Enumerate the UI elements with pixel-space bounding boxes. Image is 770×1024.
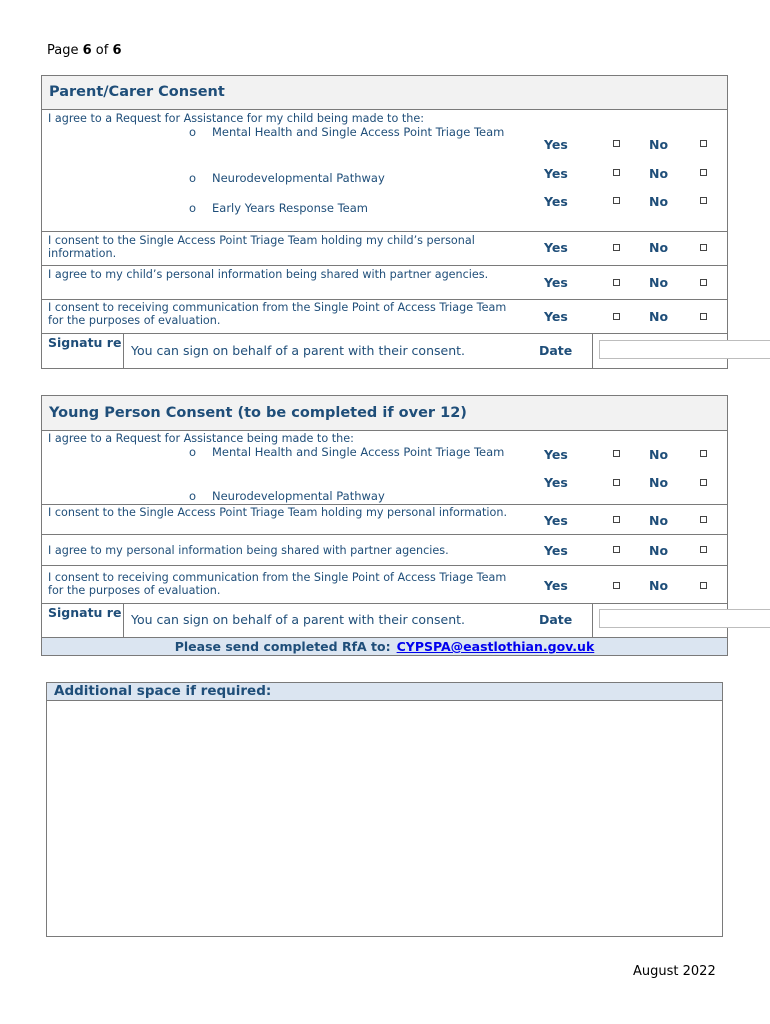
send-instructions bbox=[41, 637, 728, 656]
parent-consent-section bbox=[41, 75, 728, 369]
parent-consent-3-yes-label: Yes bbox=[544, 309, 568, 324]
young-consent-text-1: I consent to the Single Access Point Triage Team holding my personal information. bbox=[48, 506, 508, 519]
parent-consent-text-3: I consent to receiving communication from the Single Point of Access Triage Team for the purposes of evaluation. bbox=[48, 301, 507, 327]
young-service-1-no-label: No bbox=[649, 447, 669, 462]
young-service-1-yes-checkbox[interactable] bbox=[613, 450, 620, 457]
young-date-divider bbox=[592, 604, 593, 637]
young-consent-2-yes-checkbox[interactable] bbox=[613, 546, 620, 553]
young-consent-1-yes-label: Yes bbox=[544, 513, 568, 528]
parent-consent-3-yes-checkbox[interactable] bbox=[613, 313, 620, 320]
young-consent-3-yes-label: Yes bbox=[544, 578, 568, 593]
parent-date-label: Date bbox=[539, 343, 573, 358]
young-consent-text-3: I consent to receiving communication from the Single Point of Access Triage Team for the purposes of evaluation. bbox=[48, 571, 507, 597]
parent-signature-row bbox=[42, 334, 727, 368]
young-consent-row-2 bbox=[42, 535, 727, 566]
additional-space-title: Additional space if required: bbox=[47, 683, 722, 701]
parent-service-3-no-checkbox[interactable] bbox=[700, 197, 707, 204]
parent-consent-row-1 bbox=[42, 232, 727, 266]
young-consent-1-no-checkbox[interactable] bbox=[700, 516, 707, 523]
young-service-2-yes-label: Yes bbox=[544, 475, 568, 490]
parent-consent-title: Parent/Carer Consent bbox=[42, 76, 727, 110]
parent-consent-row-3 bbox=[42, 300, 727, 334]
young-intro: I agree to a Request for Assistance being made to the: bbox=[48, 432, 354, 445]
parent-service-1-yes-label: Yes bbox=[544, 137, 568, 152]
young-consent-1-yes-checkbox[interactable] bbox=[613, 516, 620, 523]
young-person-consent-section bbox=[41, 395, 728, 638]
parent-service-1-no-checkbox[interactable] bbox=[700, 140, 707, 147]
parent-consent-1-yes-label: Yes bbox=[544, 240, 568, 255]
young-consent-2-yes-label: Yes bbox=[544, 543, 568, 558]
parent-date-divider bbox=[592, 334, 593, 368]
parent-signature-label: Signatu re bbox=[42, 334, 124, 368]
parent-consent-1-no-checkbox[interactable] bbox=[700, 244, 707, 251]
parent-service-2-no-label: No bbox=[649, 166, 669, 181]
young-consent-1-no-label: No bbox=[649, 513, 669, 528]
parent-service-2-yes-checkbox[interactable] bbox=[613, 169, 620, 176]
parent-consent-2-yes-checkbox[interactable] bbox=[613, 279, 620, 286]
parent-service-3-yes-checkbox[interactable] bbox=[613, 197, 620, 204]
young-service-2-no-label: No bbox=[649, 475, 669, 490]
parent-intro: I agree to a Request for Assistance for my child being made to the: bbox=[48, 112, 424, 125]
young-signature-row bbox=[42, 604, 727, 637]
parent-date-field[interactable] bbox=[599, 340, 770, 359]
parent-consent-3-no-label: No bbox=[649, 309, 669, 324]
parent-service-2-yes-label: Yes bbox=[544, 166, 568, 181]
parent-consent-text-2: I agree to my child’s personal information being shared with partner agencies. bbox=[48, 268, 489, 281]
parent-consent-2-no-label: No bbox=[649, 275, 669, 290]
young-date-field[interactable] bbox=[599, 609, 770, 628]
young-person-consent-title: Young Person Consent (to be completed if over 12) bbox=[42, 396, 727, 431]
young-consent-3-no-label: No bbox=[649, 578, 669, 593]
parent-consent-3-no-checkbox[interactable] bbox=[700, 313, 707, 320]
young-consent-2-no-checkbox[interactable] bbox=[700, 546, 707, 553]
footer-date: August 2022 bbox=[633, 964, 716, 979]
young-service-2-yes-checkbox[interactable] bbox=[613, 479, 620, 486]
parent-service-1-yes-checkbox[interactable] bbox=[613, 140, 620, 147]
young-consent-row-3 bbox=[42, 566, 727, 604]
parent-service-1-no-label: No bbox=[649, 137, 669, 152]
young-services-row: I agree to a Request for Assistance being made to the: o Mental Health and Single Access Point Triage Team Yes No o Neurodevelopmental Pathway Yes No bbox=[42, 431, 727, 505]
parent-consent-2-yes-label: Yes bbox=[544, 275, 568, 290]
young-consent-3-yes-checkbox[interactable] bbox=[613, 582, 620, 589]
additional-space-box[interactable] bbox=[46, 682, 723, 937]
young-signature-note: You can sign on behalf of a parent with their consent. bbox=[131, 612, 465, 627]
send-email-link[interactable]: CYPSPA@eastlothian.gov.uk bbox=[396, 639, 595, 654]
parent-consent-1-yes-checkbox[interactable] bbox=[613, 244, 620, 251]
young-service-1-no-checkbox[interactable] bbox=[700, 450, 707, 457]
young-consent-text-2: I agree to my personal information being shared with partner agencies. bbox=[48, 544, 449, 557]
young-signature-label: Signatu re bbox=[42, 604, 124, 637]
parent-signature-note: You can sign on behalf of a parent with their consent. bbox=[131, 343, 465, 358]
parent-services-row: I agree to a Request for Assistance for my child being made to the: o Mental Health and Single Access Point Triage Team Yes No o Neurodevelopmental Pathway Yes No o Early Years Response Team Yes No bbox=[42, 110, 727, 232]
young-service-2-no-checkbox[interactable] bbox=[700, 479, 707, 486]
young-consent-3-no-checkbox[interactable] bbox=[700, 582, 707, 589]
young-consent-row-1 bbox=[42, 505, 727, 535]
parent-consent-text-1: I consent to the Single Access Point Triage Team holding my child’s personal information. bbox=[48, 234, 475, 260]
page-number: Page 6 of 6 bbox=[47, 43, 122, 58]
send-text: Please send completed RfA to: bbox=[174, 639, 391, 654]
parent-service-3-yes-label: Yes bbox=[544, 194, 568, 209]
parent-service-3-no-label: No bbox=[649, 194, 669, 209]
parent-consent-1-no-label: No bbox=[649, 240, 669, 255]
parent-consent-2-no-checkbox[interactable] bbox=[700, 279, 707, 286]
parent-consent-row-2 bbox=[42, 266, 727, 300]
parent-service-2-no-checkbox[interactable] bbox=[700, 169, 707, 176]
young-service-1-yes-label: Yes bbox=[544, 447, 568, 462]
young-date-label: Date bbox=[539, 612, 573, 627]
young-consent-2-no-label: No bbox=[649, 543, 669, 558]
